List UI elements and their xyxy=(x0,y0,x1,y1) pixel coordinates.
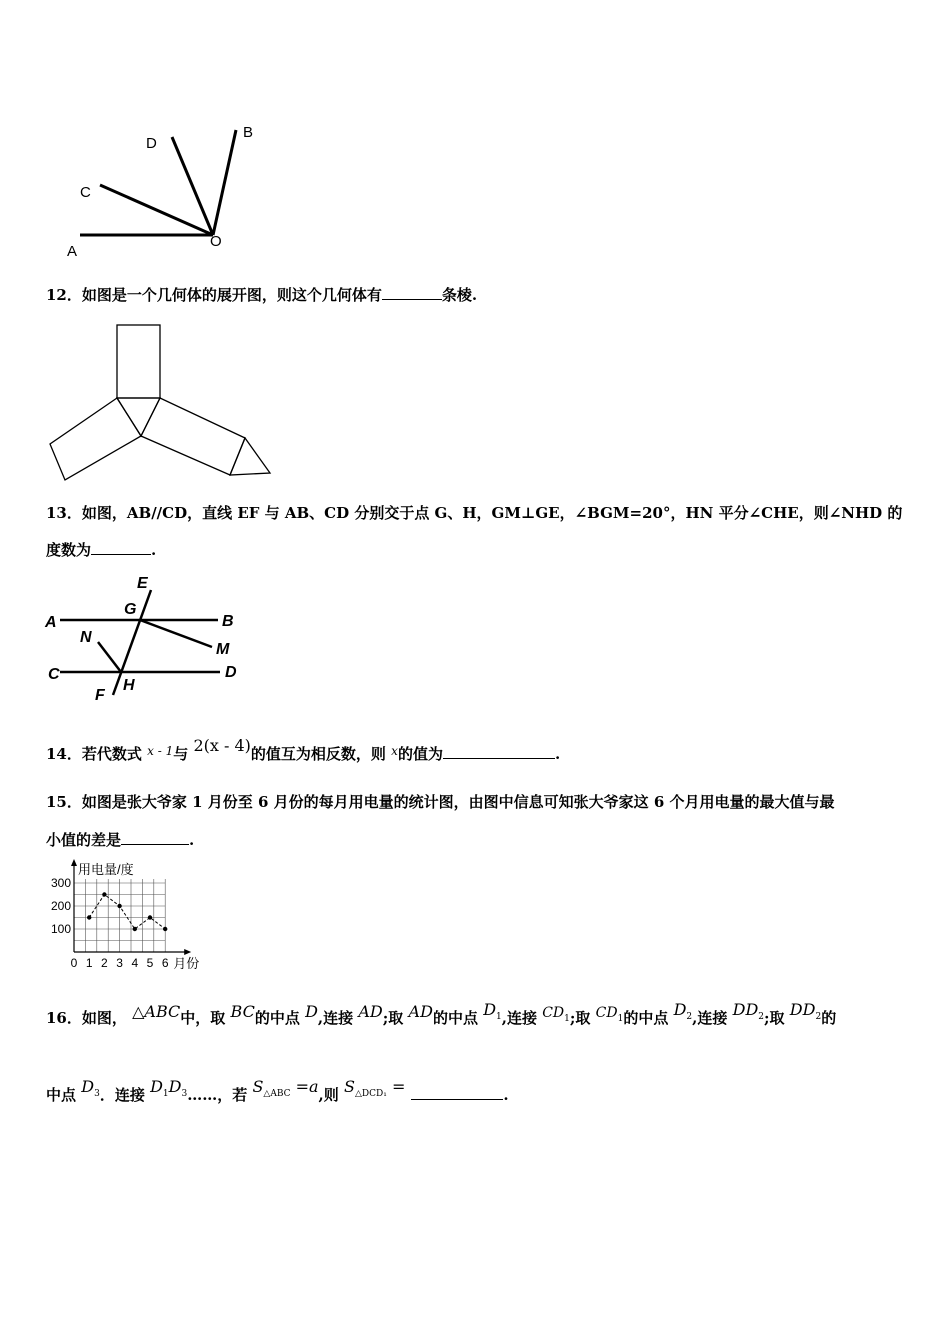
label-C: C xyxy=(48,666,60,683)
q13-text-before: 度数为 xyxy=(46,541,92,559)
q12-text-after: 条棱. xyxy=(441,286,478,304)
data-point xyxy=(117,904,121,908)
y-tick-label: 300 xyxy=(50,876,71,890)
label-H: H xyxy=(123,677,135,694)
q16-point-D2-letter: D xyxy=(673,1000,687,1019)
x-axis-label: 月份 xyxy=(173,956,200,971)
q14-variable: x xyxy=(391,744,398,758)
ray-OB xyxy=(213,130,236,235)
q16-segment-BC: BC xyxy=(230,1002,255,1021)
q16-segment-CD1-letters: CD xyxy=(542,1005,565,1021)
y-axis-label: 用电量/度 xyxy=(78,862,134,877)
label-B: B xyxy=(243,124,254,141)
q16-text: ．连接 xyxy=(99,1086,145,1104)
q16-segment-DD2-sub: 2 xyxy=(758,1012,765,1023)
q15-answer-blank[interactable] xyxy=(121,830,189,845)
q16-text: ;取 xyxy=(764,1009,785,1027)
data-point xyxy=(87,915,91,919)
q16-point-D1-letter: D xyxy=(483,1000,497,1019)
question-15-line1 xyxy=(46,792,835,812)
q16-segment-CD1-2-sub: 1 xyxy=(617,1013,624,1024)
q16-segment-CD1-2-letters: CD xyxy=(595,1005,618,1021)
q14-text-2: 与 xyxy=(173,745,189,763)
question-13-line1 xyxy=(46,503,902,523)
q16-segment-DD2-2-sub: 2 xyxy=(815,1012,822,1023)
q16-segment-DD2 xyxy=(732,1000,765,1023)
net-center-triangle xyxy=(117,398,160,436)
q14-text-4: 的值为 xyxy=(397,745,443,763)
question-16-line1 xyxy=(46,1000,837,1035)
q16-area-ABC-eq: =a xyxy=(295,1077,319,1096)
q16-point-D2 xyxy=(673,1000,693,1023)
q16-text: ……，若 xyxy=(187,1086,248,1104)
q16-point-D3-letter: D xyxy=(81,1077,95,1096)
data-point xyxy=(148,915,152,919)
q16-area-DCD1-sub: △DCD₁ xyxy=(354,1089,387,1100)
x-tick-label: 0 xyxy=(70,956,78,970)
angle-figure xyxy=(60,115,270,260)
q16-point-D3 xyxy=(81,1077,100,1100)
y-tick-label: 200 xyxy=(50,899,71,913)
label-C: C xyxy=(80,184,91,201)
q16-area-DCD1 xyxy=(344,1077,406,1100)
net-top-rect xyxy=(117,325,160,398)
q16-segment-CD1-sub: 1 xyxy=(564,1013,570,1024)
label-A: A xyxy=(45,614,57,631)
label-G: G xyxy=(124,601,137,618)
q14-text-5: . xyxy=(554,745,561,763)
data-point xyxy=(163,927,167,931)
q16-number: 16． xyxy=(46,1009,82,1027)
q16-segment-DD2-2-letters: DD xyxy=(789,1000,816,1019)
q13-text-after: . xyxy=(151,541,157,559)
question-12 xyxy=(46,285,477,305)
x-tick-label: 4 xyxy=(131,956,139,970)
q16-segment-D1D3 xyxy=(150,1077,188,1100)
q12-answer-blank[interactable] xyxy=(382,285,442,300)
question-13-line2 xyxy=(46,540,156,560)
net-end-triangle xyxy=(230,438,270,475)
q13-answer-blank[interactable] xyxy=(91,540,151,555)
label-E: E xyxy=(137,575,148,592)
ray-HN xyxy=(98,642,121,672)
label-N: N xyxy=(80,629,92,646)
q16-segment-D1D3-letter2: D xyxy=(168,1077,182,1096)
q13-number: 13． xyxy=(46,504,82,522)
net-left-rect xyxy=(50,398,141,480)
q16-point-D3-sub: 3 xyxy=(94,1089,100,1100)
q16-text: 的中点 xyxy=(432,1009,478,1027)
q15-text-after: . xyxy=(189,831,195,849)
q16-area-ABC-letter: S xyxy=(252,1077,264,1096)
y-tick-label: 100 xyxy=(50,922,71,936)
y-axis-arrow xyxy=(71,859,77,866)
q16-segment-AD-2: AD xyxy=(408,1002,433,1021)
q12-number: 12． xyxy=(46,286,82,304)
question-14 xyxy=(46,736,561,765)
q14-expression-1: x - 1 xyxy=(147,744,174,758)
q16-text: 的 xyxy=(821,1009,837,1027)
q16-text: 中点 xyxy=(46,1086,77,1104)
q16-segment-CD1-2 xyxy=(595,1005,624,1024)
label-A: A xyxy=(67,243,78,260)
net-figure xyxy=(40,318,280,488)
q16-segment-D1D3-sub3: 3 xyxy=(181,1089,188,1100)
q16-segment-DD2-letters: DD xyxy=(732,1000,759,1019)
q16-text: ;取 xyxy=(382,1009,404,1027)
x-tick-label: 6 xyxy=(161,956,169,970)
q16-text: 如图， xyxy=(81,1009,127,1027)
q16-text: 中，取 xyxy=(180,1009,226,1027)
x-tick-label: 3 xyxy=(116,956,123,970)
q14-text-1: 若代数式 xyxy=(81,745,142,763)
q15-number: 15． xyxy=(46,793,82,811)
q16-area-ABC-sub: △ABC xyxy=(263,1089,291,1100)
q16-segment-CD1 xyxy=(542,1005,570,1024)
label-M: M xyxy=(216,641,230,658)
q15-text-line1: 如图是张大爷家 1 月份至 6 月份的每月用电量的统计图，由图中信息可知张大爷家这 6 个月用电量的最大值与最 xyxy=(81,793,835,811)
q14-number: 14． xyxy=(46,745,82,763)
q16-point-D1-sub: 1 xyxy=(496,1012,502,1023)
q16-segment-D1D3-letter1: D xyxy=(150,1077,163,1096)
data-point xyxy=(133,927,137,931)
data-point xyxy=(102,892,106,896)
q16-area-ABC xyxy=(252,1077,319,1100)
x-tick-label: 5 xyxy=(146,956,154,970)
q16-point-D2-sub: 2 xyxy=(686,1012,693,1023)
question-15-line2 xyxy=(46,830,194,850)
q16-point-D: D xyxy=(305,1002,318,1021)
q16-text: ;取 xyxy=(569,1009,591,1027)
x-axis-arrow xyxy=(184,949,191,955)
net-right-rect xyxy=(141,398,245,475)
q16-text: 的中点 xyxy=(623,1009,669,1027)
q14-answer-blank[interactable] xyxy=(443,744,555,759)
q16-text: ,连接 xyxy=(317,1009,354,1027)
q16-point-D1 xyxy=(483,1000,502,1023)
q12-text-before: 如图是一个几何体的展开图，则这个几何体有 xyxy=(81,286,382,304)
q16-area-DCD1-eq: = xyxy=(391,1077,406,1096)
parallel-lines-figure xyxy=(40,570,260,710)
x-tick-label: 1 xyxy=(85,956,93,970)
label-D: D xyxy=(225,664,237,681)
q14-text-3: 的值互为相反数，则 xyxy=(250,745,386,763)
label-B: B xyxy=(222,613,234,630)
q16-segment-AD: AD xyxy=(358,1002,383,1021)
label-D: D xyxy=(146,135,157,152)
q16-segment-DD2-2 xyxy=(789,1000,822,1023)
q16-text: ,连接 xyxy=(501,1009,537,1027)
q16-area-DCD1-letter: S xyxy=(344,1077,355,1096)
q16-triangle-ABC: △ABC xyxy=(132,1002,181,1021)
q14-expression-2: 2(x - 4) xyxy=(193,736,251,755)
q16-answer-blank[interactable] xyxy=(411,1085,503,1100)
q16-segment-D1D3-sub1: 1 xyxy=(162,1089,169,1100)
q13-text-line1: 如图，AB//CD，直线 EF 与 AB、CD 分别交于点 G、H，GM⊥GE，∠BGM=20°，HN 平分∠CHE，则∠NHD 的 xyxy=(81,504,903,522)
label-O: O xyxy=(210,233,222,250)
q16-text: . xyxy=(503,1086,509,1104)
x-tick-label: 2 xyxy=(101,956,108,970)
question-16-line2 xyxy=(46,1077,509,1112)
ray-GM xyxy=(140,620,212,647)
q15-text-before: 小值的差是 xyxy=(46,831,122,849)
q16-text: ,则 xyxy=(318,1086,339,1104)
electricity-chart xyxy=(40,858,220,980)
q16-text: 的中点 xyxy=(254,1009,300,1027)
q16-text: ,连接 xyxy=(692,1009,728,1027)
label-F: F xyxy=(95,687,105,704)
